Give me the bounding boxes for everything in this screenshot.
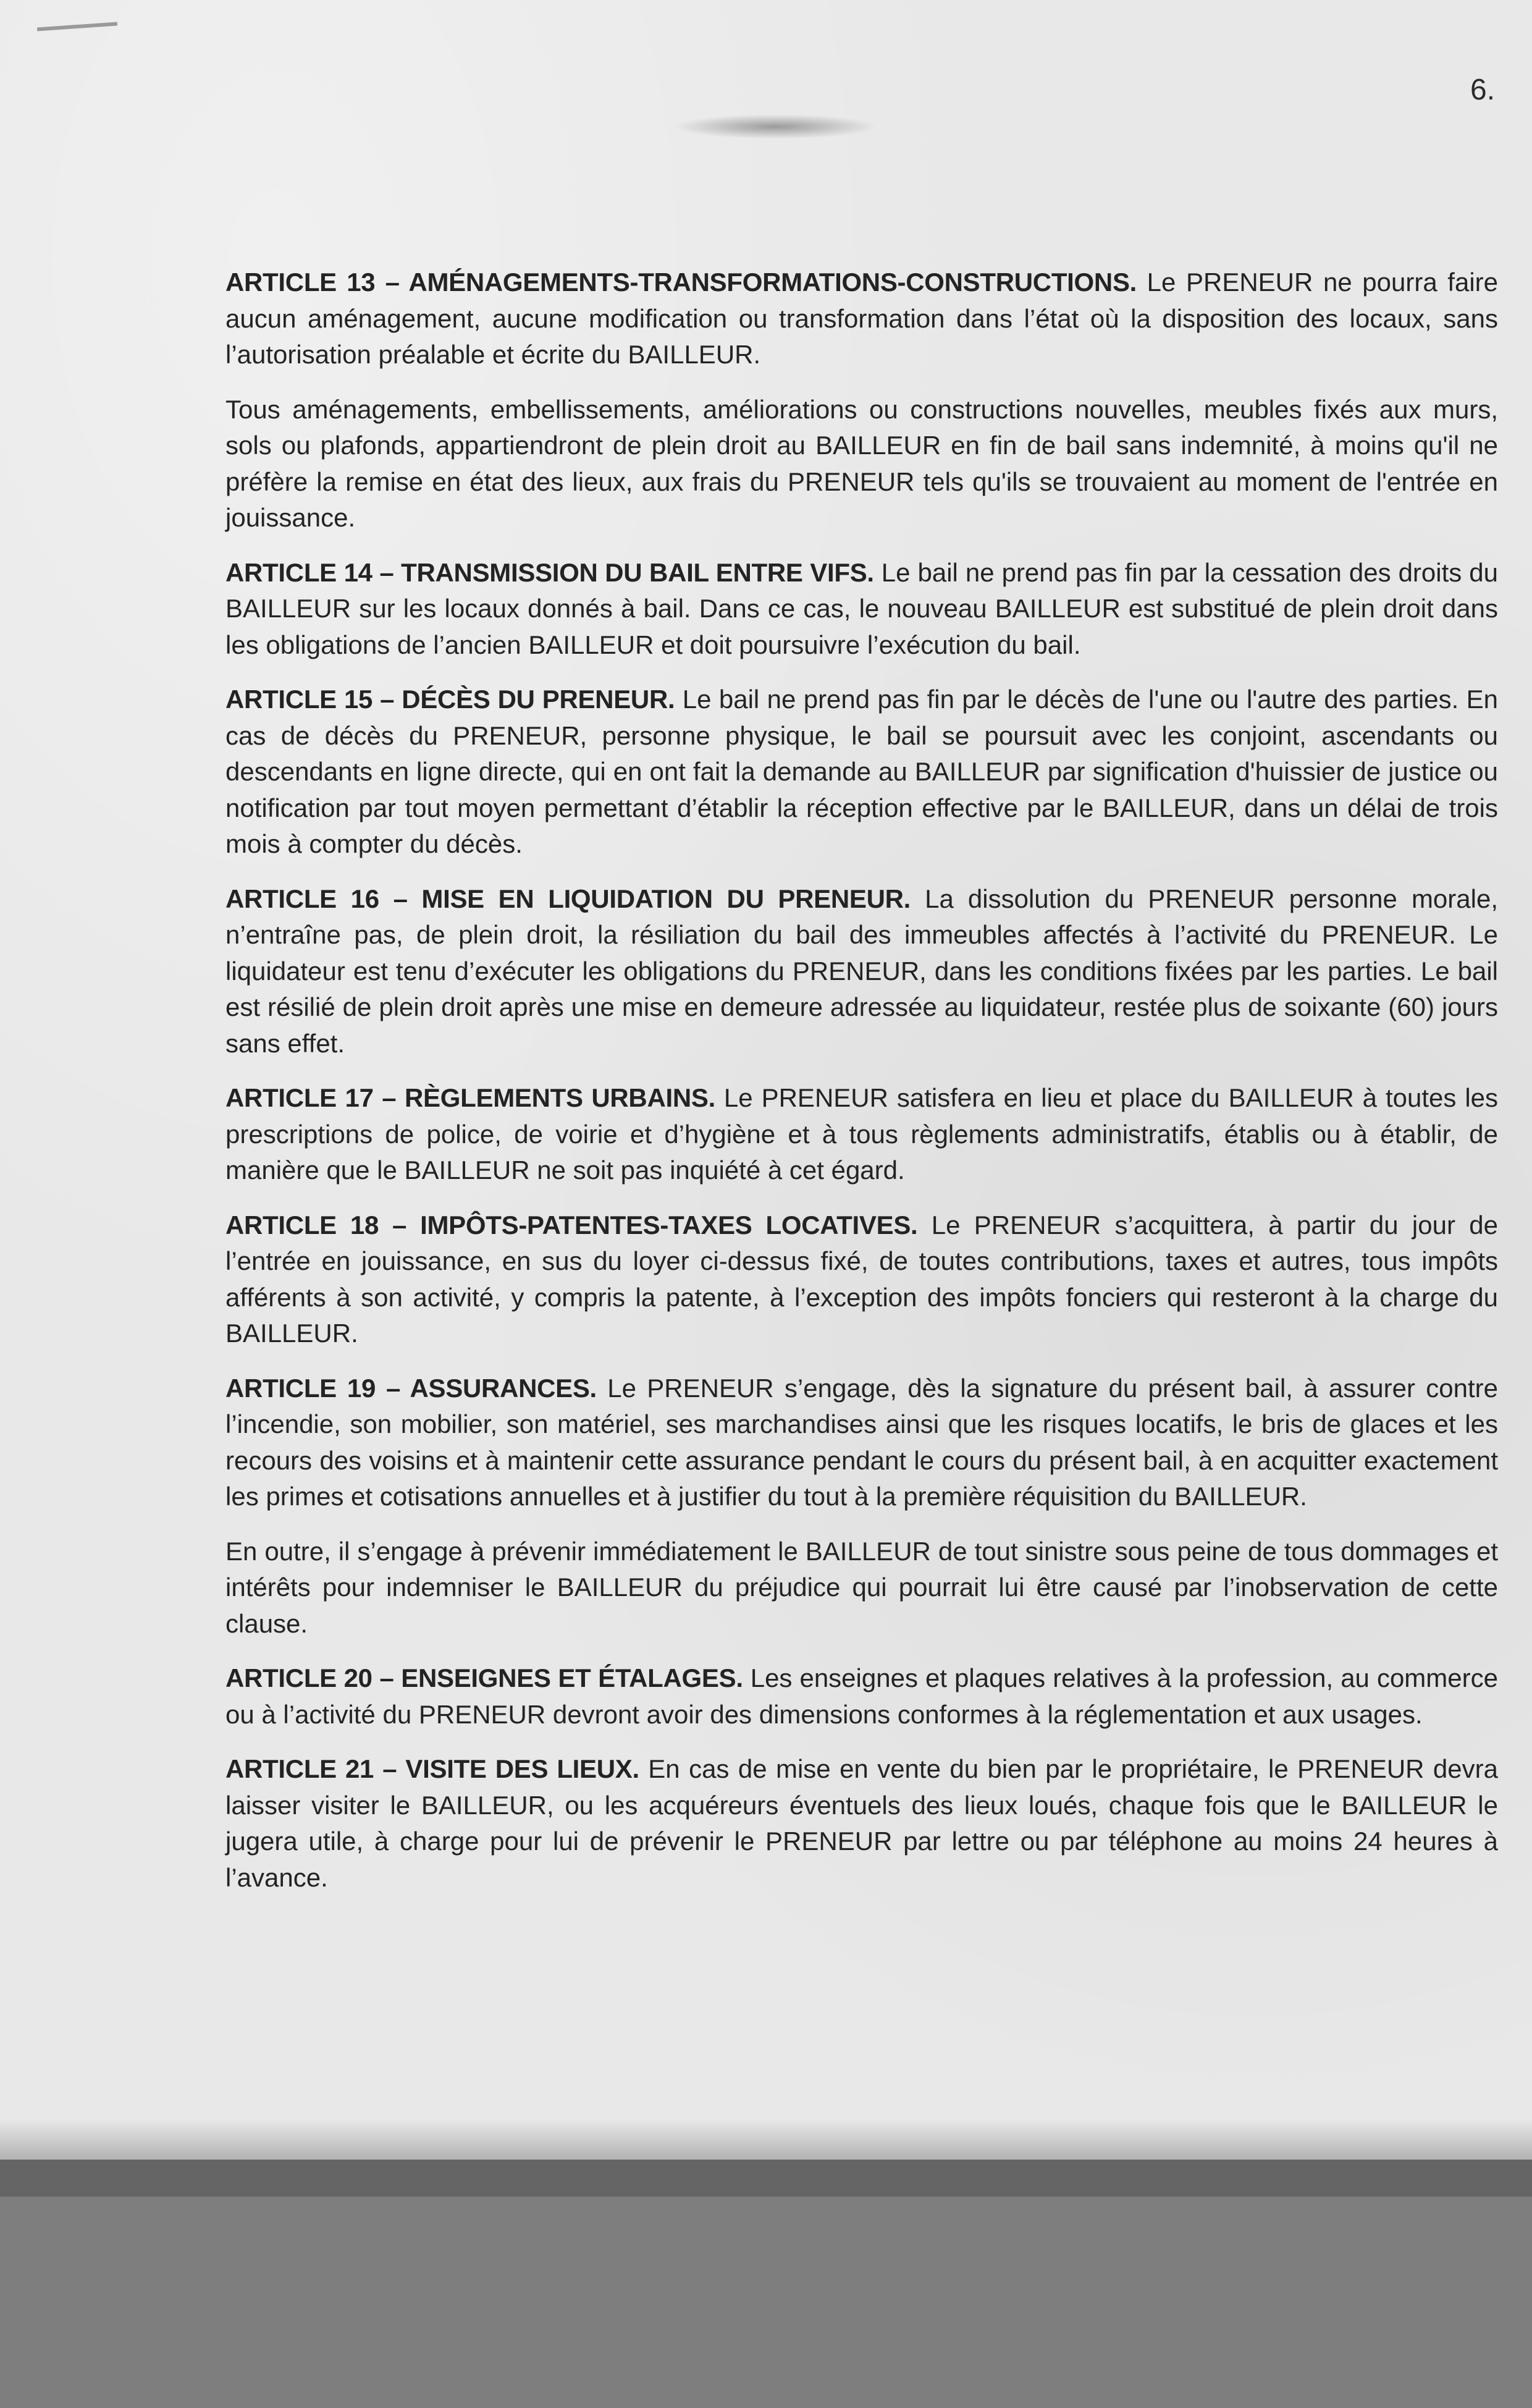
article-13 [225,264,1498,373]
article-16 [225,881,1498,1062]
article-13-text: Le PRENEUR ne pourra faire aucun aménagement, aucune modification ou transformation dans l’état où la disposition des locaux, sans l’autorisation préalable et écrite du BAILLEUR. [225,268,1498,369]
article-19-title: ARTICLE 19 – ASSURANCES. [225,1373,597,1403]
article-21-title: ARTICLE 21 – VISITE DES LIEUX. [225,1754,639,1783]
article-18-text: Le PRENEUR s’acquittera, à partir du jour de l’entrée en jouissance, en sus du loyer ci-dessus fixé, de toutes contributions, taxes et autres, tous impôts afférents à son activité, y compris la patente, à l’exception des impôts fonciers qui resteront à la charge du BAILLEUR. [225,1210,1498,1348]
article-16-text: La dissolution du PRENEUR personne morale, n’entraîne pas, de plein droit, la résiliation du bail des immeubles affectés à l’activité du PRENEUR. Le liquidateur est tenu d’exécuter les obligations du PRENEUR, dans les conditions fixées par les parties. Le bail est résilié de plein droit après une mise en demeure adressée au liquidateur, restée plus de soixante (60) jours sans effet. [225,884,1498,1058]
article-15 [225,682,1498,863]
article-20-title: ARTICLE 20 – ENSEIGNES ET ÉTALAGES. [225,1663,743,1692]
article-15-title: ARTICLE 15 – DÉCÈS DU PRENEUR. [225,685,675,714]
article-15-text: Le bail ne prend pas fin par le décès de l'une ou l'autre des parties. En cas de décès du PRENEUR, personne physique, le bail se poursuit avec les conjoint, ascendants ou descendants en ligne directe, qui en ont fait la demande au BAILLEUR par signification d'huissier de justice ou notification par tout moyen permettant d’établir la réception effective par le BAILLEUR, dans un délai de trois mois à compter du décès. [225,685,1498,858]
article-21 [225,1751,1498,1896]
article-19 [225,1371,1498,1515]
article-21-text: En cas de mise en vente du bien par le propriétaire, le PRENEUR devra laisser visiter le BAILLEUR, ou les acquéreurs éventuels des lieux loués, chaque fois que le BAILLEUR le jugera utile, à charge pour lui de prévenir le PRENEUR par lettre ou par téléphone au moins 24 heures à l’avance. [225,1754,1498,1892]
article-14 [225,555,1498,664]
article-18-title: ARTICLE 18 – IMPÔTS-PATENTES-TAXES LOCATIVES. [225,1210,918,1240]
article-19-paragraph-2: En outre, il s’engage à prévenir immédiatement le BAILLEUR de tout sinistre sous peine de tous dommages et intérêts pour indemniser le BAILLEUR du préjudice qui pourrait lui être causé par l’inobservation de cette clause. [225,1536,1498,1638]
scanner-background-band [0,2160,1532,2197]
article-20-text: Les enseignes et plaques relatives à la profession, au commerce ou à l’activité du PRENEUR devront avoir des dimensions conformes à la réglementation et aux usages. [225,1663,1498,1729]
article-14-text: Le bail ne prend pas fin par la cessation des droits du BAILLEUR sur les locaux donnés à bail. Dans ce cas, le nouveau BAILLEUR est substitué de plein droit dans les obligations de l’ancien BAILLEUR et doit poursuivre l’exécution du bail. [225,557,1498,659]
scan-smudge [673,114,877,139]
article-17-title: ARTICLE 17 – RÈGLEMENTS URBAINS. [225,1083,715,1112]
article-17 [225,1080,1498,1189]
article-18 [225,1207,1498,1352]
article-16-title: ARTICLE 16 – MISE EN LIQUIDATION DU PRENEUR. [225,884,911,913]
scan-corner-mark [37,22,117,31]
article-20 [225,1660,1498,1733]
article-13-paragraph-2: Tous aménagements, embellissements, améliorations ou constructions nouvelles, meubles fixés aux murs, sols ou plafonds, appartiendront de plein droit au BAILLEUR en fin de bail sans indemnité, à moins qu'il ne préfère la remise en état des lieux, aux frais du PRENEUR tels qu'ils se trouvaient au moment de l'entrée en jouissance. [225,394,1498,532]
page-number: 6. [1470,74,1496,106]
lease-articles [225,264,1498,1914]
article-17-text: Le PRENEUR satisfera en lieu et place du BAILLEUR à toutes les prescriptions de police, de voirie et d’hygiène et à tous règlements administratifs, établis ou à établir, de manière que le BAILLEUR ne soit pas inquiété à cet égard. [225,1083,1499,1185]
article-19-text: Le PRENEUR s’engage, dès la signature du présent bail, à assurer contre l’incendie, son mobilier, son matériel, ses marchandises ainsi que les risques locatifs, le bris de glaces et les recours des voisins et à maintenir cette assurance pendant le cours du présent bail, à en acquitter exactement les primes et cotisations annuelles et à justifier du tout à la première réquisition du BAILLEUR. [225,1373,1498,1511]
page-edge-shadow [0,2119,1532,2163]
article-14-title: ARTICLE 14 – TRANSMISSION DU BAIL ENTRE VIFS. [225,557,874,587]
article-13-title: ARTICLE 13 – AMÉNAGEMENTS-TRANSFORMATIONS-CONSTRUCTIONS. [225,268,1137,297]
